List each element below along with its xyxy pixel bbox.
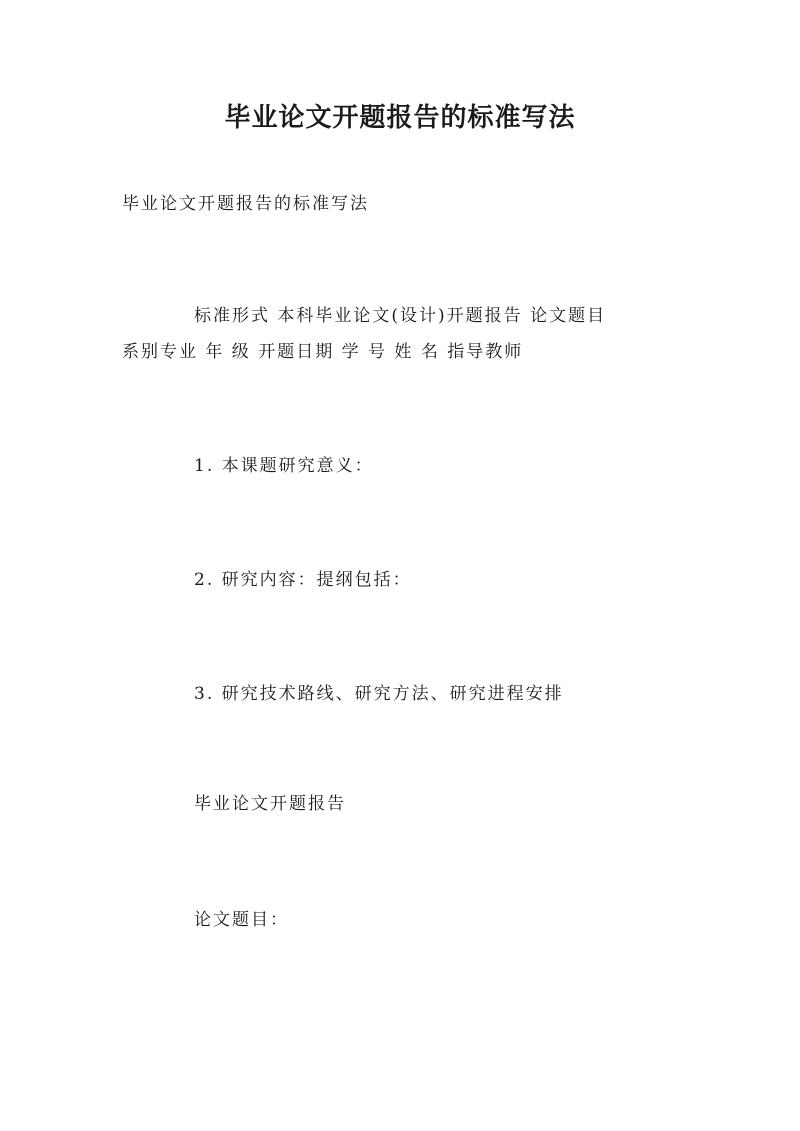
topic-label: 论文题目： <box>194 910 289 930</box>
list-item-research-significance: 1. 本课题研究意义： <box>194 456 374 476</box>
list-item-research-method: 3. 研究技术路线、研究方法、研究进程安排 <box>194 684 564 704</box>
list-item-research-content: 2. 研究内容：提纲包括： <box>194 570 412 590</box>
document-title: 毕业论文开题报告的标准写法 <box>224 103 576 133</box>
document-subtitle: 毕业论文开题报告的标准写法 <box>122 194 369 214</box>
form-description-line-2: 系别专业 年 级 开题日期 学 号 姓 名 指导教师 <box>122 342 524 362</box>
report-heading: 毕业论文开题报告 <box>194 794 346 814</box>
form-description-line-1: 标准形式 本科毕业论文(设计)开题报告 论文题目 <box>194 306 607 326</box>
